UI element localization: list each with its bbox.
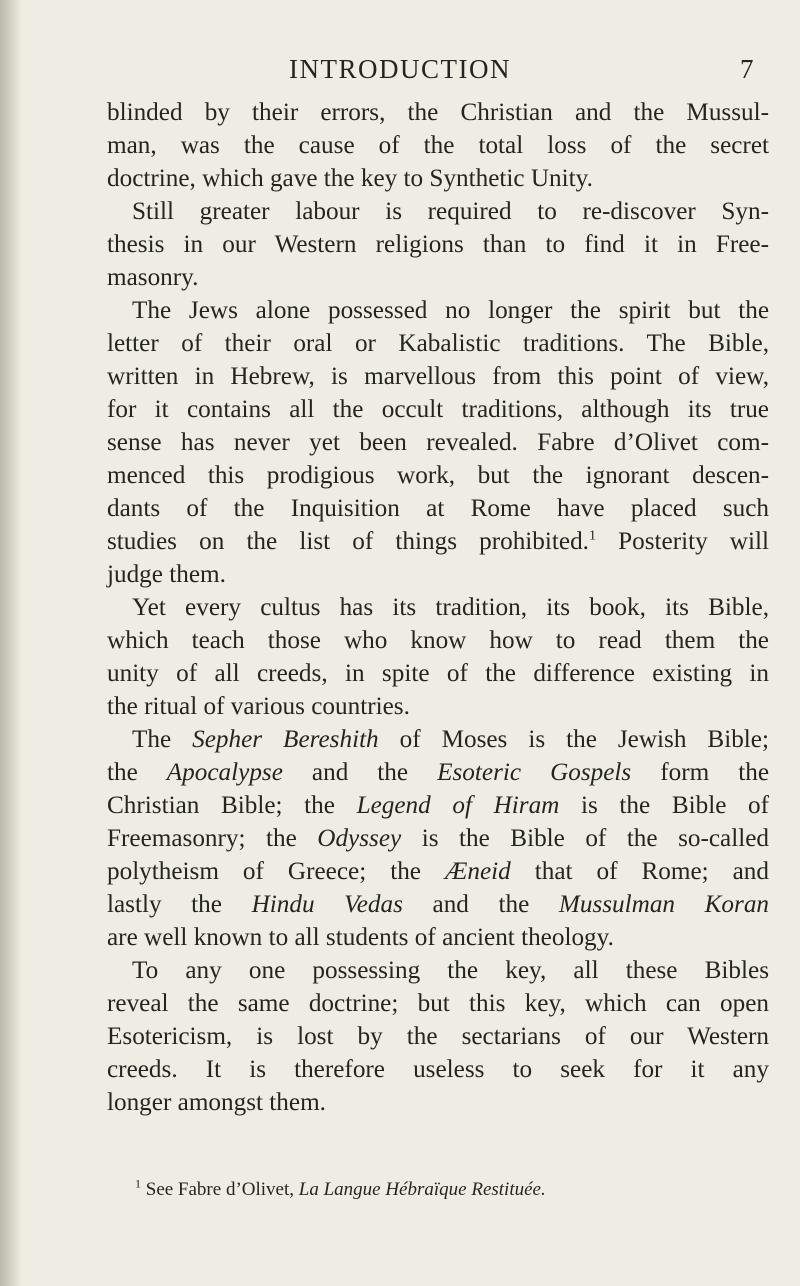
footnote-reference[interactable]: 1 xyxy=(588,528,596,544)
text-line xyxy=(107,525,769,558)
text-span: is the Bible of the so-called xyxy=(401,825,769,852)
text-span: of Moses is the Jewish Bible; xyxy=(378,726,769,753)
text-span: that of Rome; and xyxy=(510,858,769,885)
text-span: lastly the xyxy=(107,891,252,918)
text-span: Freemasonry; the xyxy=(107,825,318,852)
text-line: doctrine, which gave the key to Synthetic Unity. xyxy=(107,165,593,192)
text-span: studies on the list of things prohibited. xyxy=(107,528,589,555)
text-line: unity of all creeds, in spite of the difference existing in xyxy=(107,660,769,687)
text-line: judge them. xyxy=(107,561,226,588)
text-line xyxy=(107,822,769,855)
text-line: Esotericism, is lost by the sectarians of our Western xyxy=(107,1023,769,1050)
text-span: Posterity will xyxy=(595,528,769,555)
text-line: creeds. It is therefore useless to seek for it any xyxy=(107,1056,769,1083)
book-title: Odyssey xyxy=(317,825,402,852)
text-line xyxy=(107,888,769,921)
text-line: for it contains all the occult traditions, although its true xyxy=(107,396,769,423)
text-span: and the xyxy=(402,891,559,918)
text-line xyxy=(107,789,769,822)
text-line: man, was the cause of the total loss of the secret xyxy=(107,132,769,159)
page-header xyxy=(0,54,800,94)
page-gutter-shadow xyxy=(0,0,22,1286)
running-title: INTRODUCTION xyxy=(289,54,511,84)
text-line xyxy=(107,756,769,789)
text-line: sense has never yet been revealed. Fabre d’Olivet com- xyxy=(107,429,769,456)
book-title: Apocalypse xyxy=(166,759,283,786)
text-span: form the xyxy=(631,759,770,786)
text-span: and the xyxy=(282,759,438,786)
text-line: Still greater labour is required to re-discover Syn- xyxy=(132,198,769,225)
text-span: polytheism of Greece; the xyxy=(107,858,445,885)
text-span: The xyxy=(132,726,193,753)
text-line: letter of their oral or Kabalistic traditions. The Bible, xyxy=(107,330,769,357)
footnote-book-title: La Langue Hébraïque Restituée. xyxy=(298,1179,546,1200)
text-line: are well known to all students of ancient theology. xyxy=(107,924,614,951)
book-title: Esoteric Gospels xyxy=(437,759,632,786)
text-line: the ritual of various countries. xyxy=(107,693,410,720)
text-line: reveal the same doctrine; but this key, which can open xyxy=(107,990,769,1017)
text-span: is the Bible of xyxy=(559,792,769,819)
book-title: Hindu Vedas xyxy=(251,891,403,918)
book-title: Mussulman Koran xyxy=(558,891,770,918)
text-line: thesis in our Western religions than to find it in Free- xyxy=(107,231,769,258)
page-number: 7 xyxy=(740,54,754,84)
text-line: written in Hebrew, is marvellous from this point of view, xyxy=(107,363,769,390)
footnote-mark: 1 xyxy=(135,1176,141,1191)
book-title: Æneid xyxy=(444,858,511,885)
text-line: Yet every cultus has its tradition, its book, its Bible, xyxy=(132,594,769,621)
book-title: Sepher Bereshith xyxy=(192,726,379,753)
text-line: dants of the Inquisition at Rome have placed such xyxy=(107,495,769,522)
text-line: To any one possessing the key, all these Bibles xyxy=(132,957,769,984)
text-line: masonry. xyxy=(107,264,199,291)
text-line xyxy=(107,855,769,888)
body-text xyxy=(107,96,769,1119)
text-line xyxy=(107,723,769,756)
text-line: The Jews alone possessed no longer the spirit but the xyxy=(132,297,769,324)
text-line: longer amongst them. xyxy=(107,1089,326,1116)
book-title: Legend of Hiram xyxy=(356,792,560,819)
text-span: Christian Bible; the xyxy=(107,792,357,819)
text-line: which teach those who know how to read them the xyxy=(107,627,769,654)
text-line: menced this prodigious work, but the ignorant descen- xyxy=(107,462,769,489)
text-line: blinded by their errors, the Christian and the Mussul- xyxy=(107,99,769,126)
text-span: the xyxy=(107,759,167,786)
footnote-text: See Fabre d’Olivet, xyxy=(141,1179,299,1200)
footnote xyxy=(107,1178,797,1202)
